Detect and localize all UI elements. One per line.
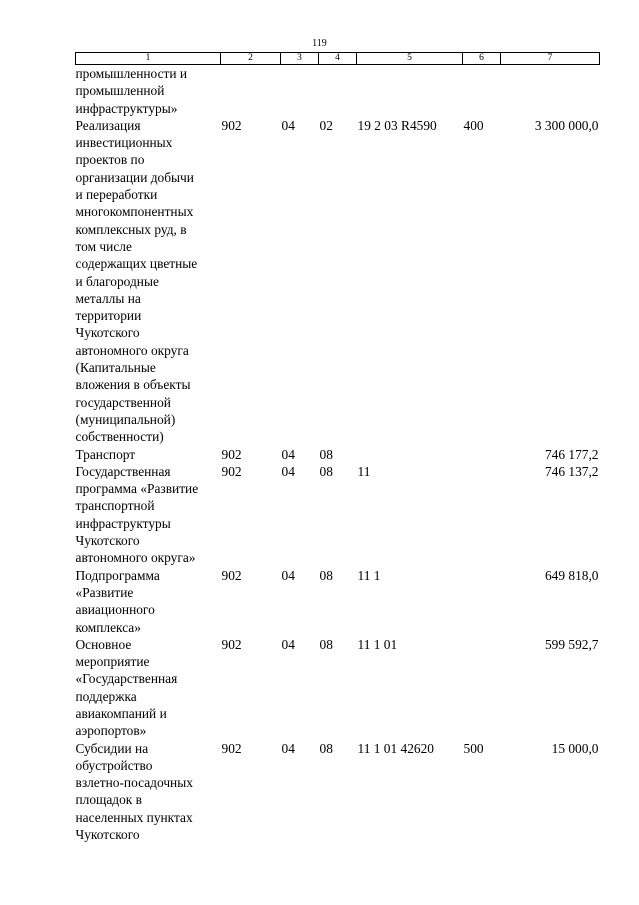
- name-line: многокомпонентных: [75, 204, 194, 220]
- expense-type-cell: 400: [463, 117, 484, 133]
- name-line: Чукотского: [75, 533, 140, 549]
- section-cell: [281, 65, 319, 117]
- expense-type-cell: 500: [463, 740, 484, 756]
- column-header-name: 1: [76, 53, 221, 65]
- name-line: автономного округа»: [75, 550, 196, 566]
- name-cell: [76, 65, 221, 117]
- table-row: [76, 636, 600, 740]
- name-line: промышленности и: [75, 66, 188, 81]
- name-line: Чукотского: [75, 325, 140, 341]
- table-row: [76, 567, 600, 636]
- name-line: Подпрограмма: [75, 567, 160, 583]
- grbs-cell: 902: [221, 567, 242, 583]
- name-line: поддержка: [75, 688, 137, 704]
- name-line: Субсидии на: [75, 740, 149, 756]
- section-cell: 04: [281, 463, 295, 479]
- name-line: Государственная: [75, 463, 171, 479]
- table-header: [76, 53, 600, 65]
- name-line: промышленной: [75, 83, 165, 99]
- section-cell: 04: [281, 117, 295, 133]
- name-cell: [76, 446, 221, 463]
- name-line: организации добычи: [75, 169, 194, 185]
- expense-type-cell: [463, 446, 501, 463]
- name-line: транспортной: [75, 498, 155, 514]
- amount-cell: 746 137,2: [544, 463, 599, 479]
- target-article-cell: [357, 65, 463, 117]
- column-header-section: 3: [281, 53, 319, 65]
- name-line: инвестиционных: [75, 135, 173, 151]
- column-header-expense-type: 6: [463, 53, 501, 65]
- target-article-cell: 11: [357, 463, 371, 479]
- grbs-cell: 902: [221, 636, 242, 652]
- name-line: авиационного: [75, 602, 155, 618]
- grbs-cell: 902: [221, 117, 242, 133]
- name-line: площадок в: [75, 792, 142, 808]
- name-line: инфраструктуры»: [75, 100, 178, 116]
- subsection-cell: 02: [319, 117, 333, 133]
- name-line: комплексных руд, в: [75, 221, 187, 237]
- expense-type-cell: [463, 463, 501, 567]
- subsection-cell: 08: [319, 567, 333, 583]
- subsection-cell: 08: [319, 636, 333, 652]
- name-line: «Развитие: [75, 584, 134, 600]
- target-article-cell: 11 1: [357, 567, 381, 583]
- name-line: аэропортов»: [75, 723, 147, 739]
- grbs-cell: [221, 65, 281, 117]
- target-article-cell: 19 2 03 R4590: [357, 117, 437, 133]
- name-line: «Государственная: [75, 671, 178, 687]
- name-line: проектов по: [75, 152, 145, 168]
- name-line: Чукотского: [75, 827, 140, 843]
- section-cell: 04: [281, 740, 295, 756]
- subsection-cell: 08: [319, 463, 333, 479]
- expense-type-cell: [463, 636, 501, 740]
- section-cell: 04: [281, 567, 295, 583]
- section-cell: 04: [281, 446, 295, 462]
- grbs-cell: 902: [221, 463, 242, 479]
- name-cell: [76, 463, 221, 567]
- name-line: том числе: [75, 238, 132, 254]
- name-line: программа «Развитие: [75, 481, 199, 497]
- grbs-cell: 902: [221, 740, 242, 756]
- column-header-amount: 7: [501, 53, 600, 65]
- name-line: Реализация: [75, 117, 141, 133]
- name-line: территории: [75, 308, 142, 324]
- name-line: инфраструктуры: [75, 515, 171, 531]
- amount-cell: 3 300 000,0: [534, 117, 599, 133]
- name-line: Транспорт: [75, 446, 136, 462]
- column-header-grbs: 2: [221, 53, 281, 65]
- grbs-cell: 902: [221, 446, 242, 462]
- name-line: комплекса»: [75, 619, 141, 635]
- name-line: и переработки: [75, 187, 158, 203]
- table-body: [76, 65, 600, 844]
- table-row: [76, 446, 600, 463]
- target-article-cell: [357, 446, 463, 463]
- name-line: мероприятие: [75, 654, 150, 670]
- name-line: автономного округа: [75, 342, 189, 358]
- expense-type-cell: [463, 567, 501, 636]
- amount-cell: 15 000,0: [551, 740, 599, 756]
- target-article-cell: 11 1 01: [357, 636, 398, 652]
- table-row: [76, 117, 600, 446]
- subsection-cell: [319, 65, 357, 117]
- name-line: (муниципальной): [75, 411, 176, 427]
- name-line: государственной: [75, 394, 171, 410]
- subsection-cell: 08: [319, 740, 333, 756]
- name-line: авиакомпаний и: [75, 705, 167, 721]
- budget-table: [75, 52, 600, 843]
- name-line: металлы на: [75, 290, 141, 306]
- amount-cell: 599 592,7: [544, 636, 599, 652]
- subsection-cell: 08: [319, 446, 333, 462]
- name-line: (Капитальные: [75, 360, 156, 376]
- expense-type-cell: [463, 65, 501, 117]
- header-row: [76, 53, 600, 65]
- table-row: [76, 65, 600, 117]
- amount-cell: [501, 65, 600, 117]
- name-line: и благородные: [75, 273, 159, 289]
- column-header-target-article: 5: [357, 53, 463, 65]
- name-cell: [76, 567, 221, 636]
- name-cell: [76, 740, 221, 844]
- section-cell: 04: [281, 636, 295, 652]
- table-row: [76, 463, 600, 567]
- amount-cell: 746 177,2: [544, 446, 599, 462]
- column-header-subsection: 4: [319, 53, 357, 65]
- name-cell: [76, 117, 221, 446]
- name-line: взлетно-посадочных: [75, 775, 193, 791]
- name-line: обустройство: [75, 757, 153, 773]
- name-line: вложения в объекты: [75, 377, 191, 393]
- name-line: населенных пунктах: [75, 809, 193, 825]
- name-cell: [76, 636, 221, 740]
- page-number: 119: [312, 38, 327, 49]
- name-line: содержащих цветные: [75, 256, 198, 272]
- target-article-cell: 11 1 01 42620: [357, 740, 434, 756]
- amount-cell: 649 818,0: [544, 567, 599, 583]
- name-line: собственности): [75, 429, 164, 445]
- name-line: Основное: [75, 636, 132, 652]
- table-row: [76, 740, 600, 844]
